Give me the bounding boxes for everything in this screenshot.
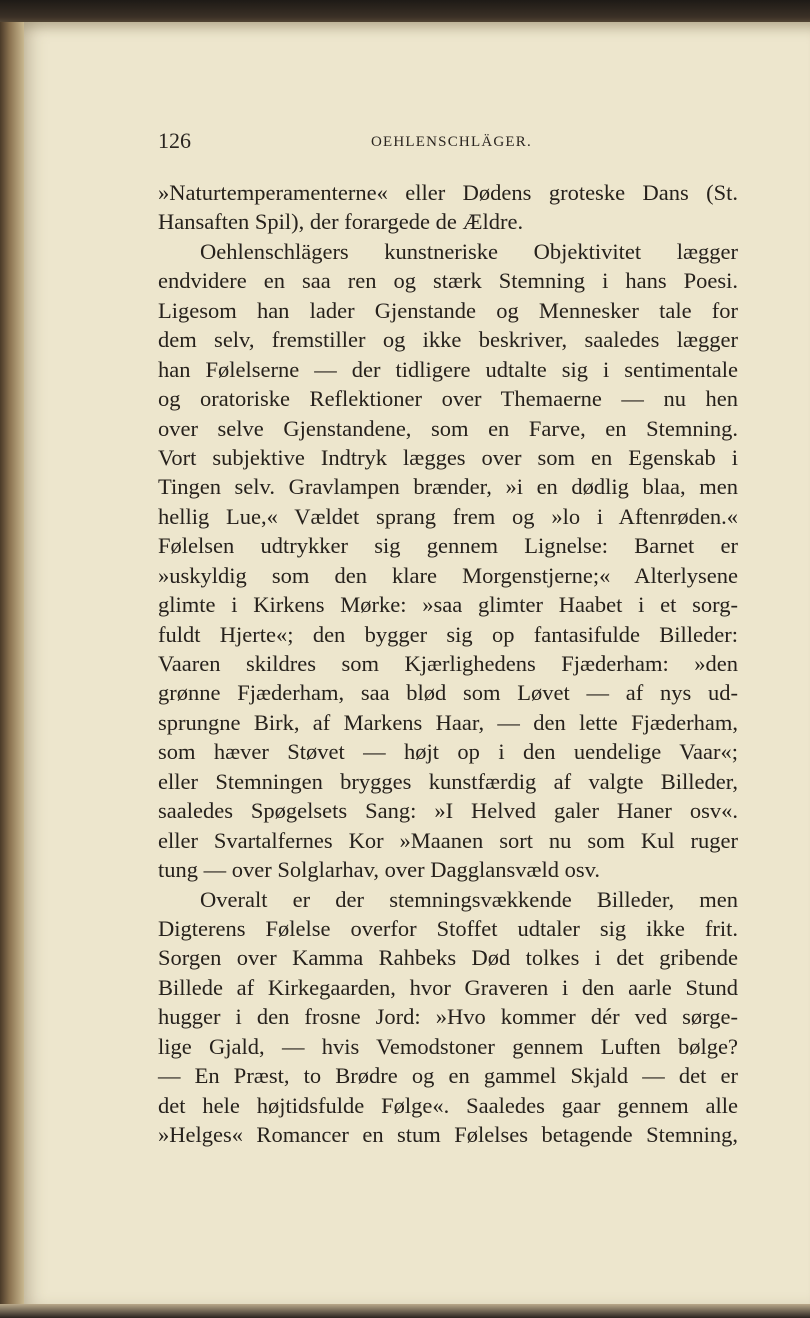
running-head [158,128,748,156]
text-line: han Følelserne — der tidligere udtalte sig i sentimentale [158,356,738,382]
text-line: Vaaren skildres som Kjærlighedens Fjæderham: »den [158,651,738,676]
text-line: Overalt er der stemningsvækkende Billeder, men [200,886,738,912]
text-line: sprungne Birk, af Markens Haar, — den lette Fjæderham, [158,709,738,735]
text-body [158,178,738,1149]
text-line: »uskyldig som den klare Morgenstjerne;« Alterlysene [158,562,738,588]
text-line: »Helges« Romancer en stum Følelses betagende Stemning, [158,1122,738,1147]
page-number: 126 [158,128,191,153]
text-line: eller Stemningen brygges kunstfærdig af valgte Billeder, [158,768,738,794]
text-line: endvidere en saa ren og stærk Stemning i hans Poesi. [158,268,738,294]
text-line: hellig Lue,« Vældet sprang frem og »lo i Aftenrøden.« [158,503,738,529]
text-line: Følelsen udtrykker sig gennem Lignelse: Barnet er [158,533,738,559]
text-line: grønne Fjæderham, saa blød som Løvet — af nys ud- [158,680,738,706]
text-line: som hæver Støvet — højt op i den uendelige Vaar«; [158,739,738,765]
text-line: Tingen selv. Gravlampen brænder, »i en dødlig blaa, men [158,474,738,500]
text-line: — En Præst, to Brødre og en gammel Skjald — det er [158,1063,738,1089]
text-line: Hansaften Spil), der forargede de Ældre. [158,209,524,235]
text-line: glimte i Kirkens Mørke: »saa glimter Haabet i et sorg- [158,592,738,618]
book-bottom-edge [0,1304,810,1318]
text-line: og oratoriske Reflektioner over Themaerne — nu hen [158,386,738,412]
text-line: tung — over Solglarhav, over Dagglansvæld osv. [158,857,601,883]
text-line: lige Gjald, — hvis Vemodstoner gennem Luften bølge? [158,1033,738,1059]
header-title: OEHLENSCHLÄGER. [371,134,532,150]
text-line: eller Svartalfernes Kor »Maanen sort nu som Kul ruger [158,827,738,853]
text-line: hugger i den frosne Jord: »Hvo kommer dér ved sørge- [158,1004,738,1030]
text-line: det hele højtidsfulde Følge«. Saaledes gaar gennem alle [158,1092,738,1118]
text-line: dem selv, fremstiller og ikke beskriver, saaledes lægger [158,327,738,353]
text-line: Sorgen over Kamma Rahbeks Død tolkes i det gribende [158,945,738,971]
text-line: Vort subjektive Indtryk lægges over som en Egenskab i [158,444,738,470]
text-line: Oehlenschlägers kunstneriske Objektivitet lægger [200,238,738,264]
text-line: saaledes Spøgelsets Sang: »I Helved galer Haner osv«. [158,798,738,824]
text-line: »Naturtemperamenterne« eller Dødens groteske Dans (St. [158,180,738,205]
text-line: Billede af Kirkegaarden, hvor Graveren i den aarle Stund [158,974,738,1000]
text-line: Ligesom han lader Gjenstande og Mennesker tale for [158,297,738,323]
text-line: fuldt Hjerte«; den bygger sig op fantasifulde Billeder: [158,621,738,647]
text-line: Digterens Følelse overfor Stoffet udtaler sig ikke frit. [158,915,738,941]
text-line: over selve Gjenstandene, som en Farve, en Stemning. [158,415,738,441]
book-spine [0,22,24,1318]
